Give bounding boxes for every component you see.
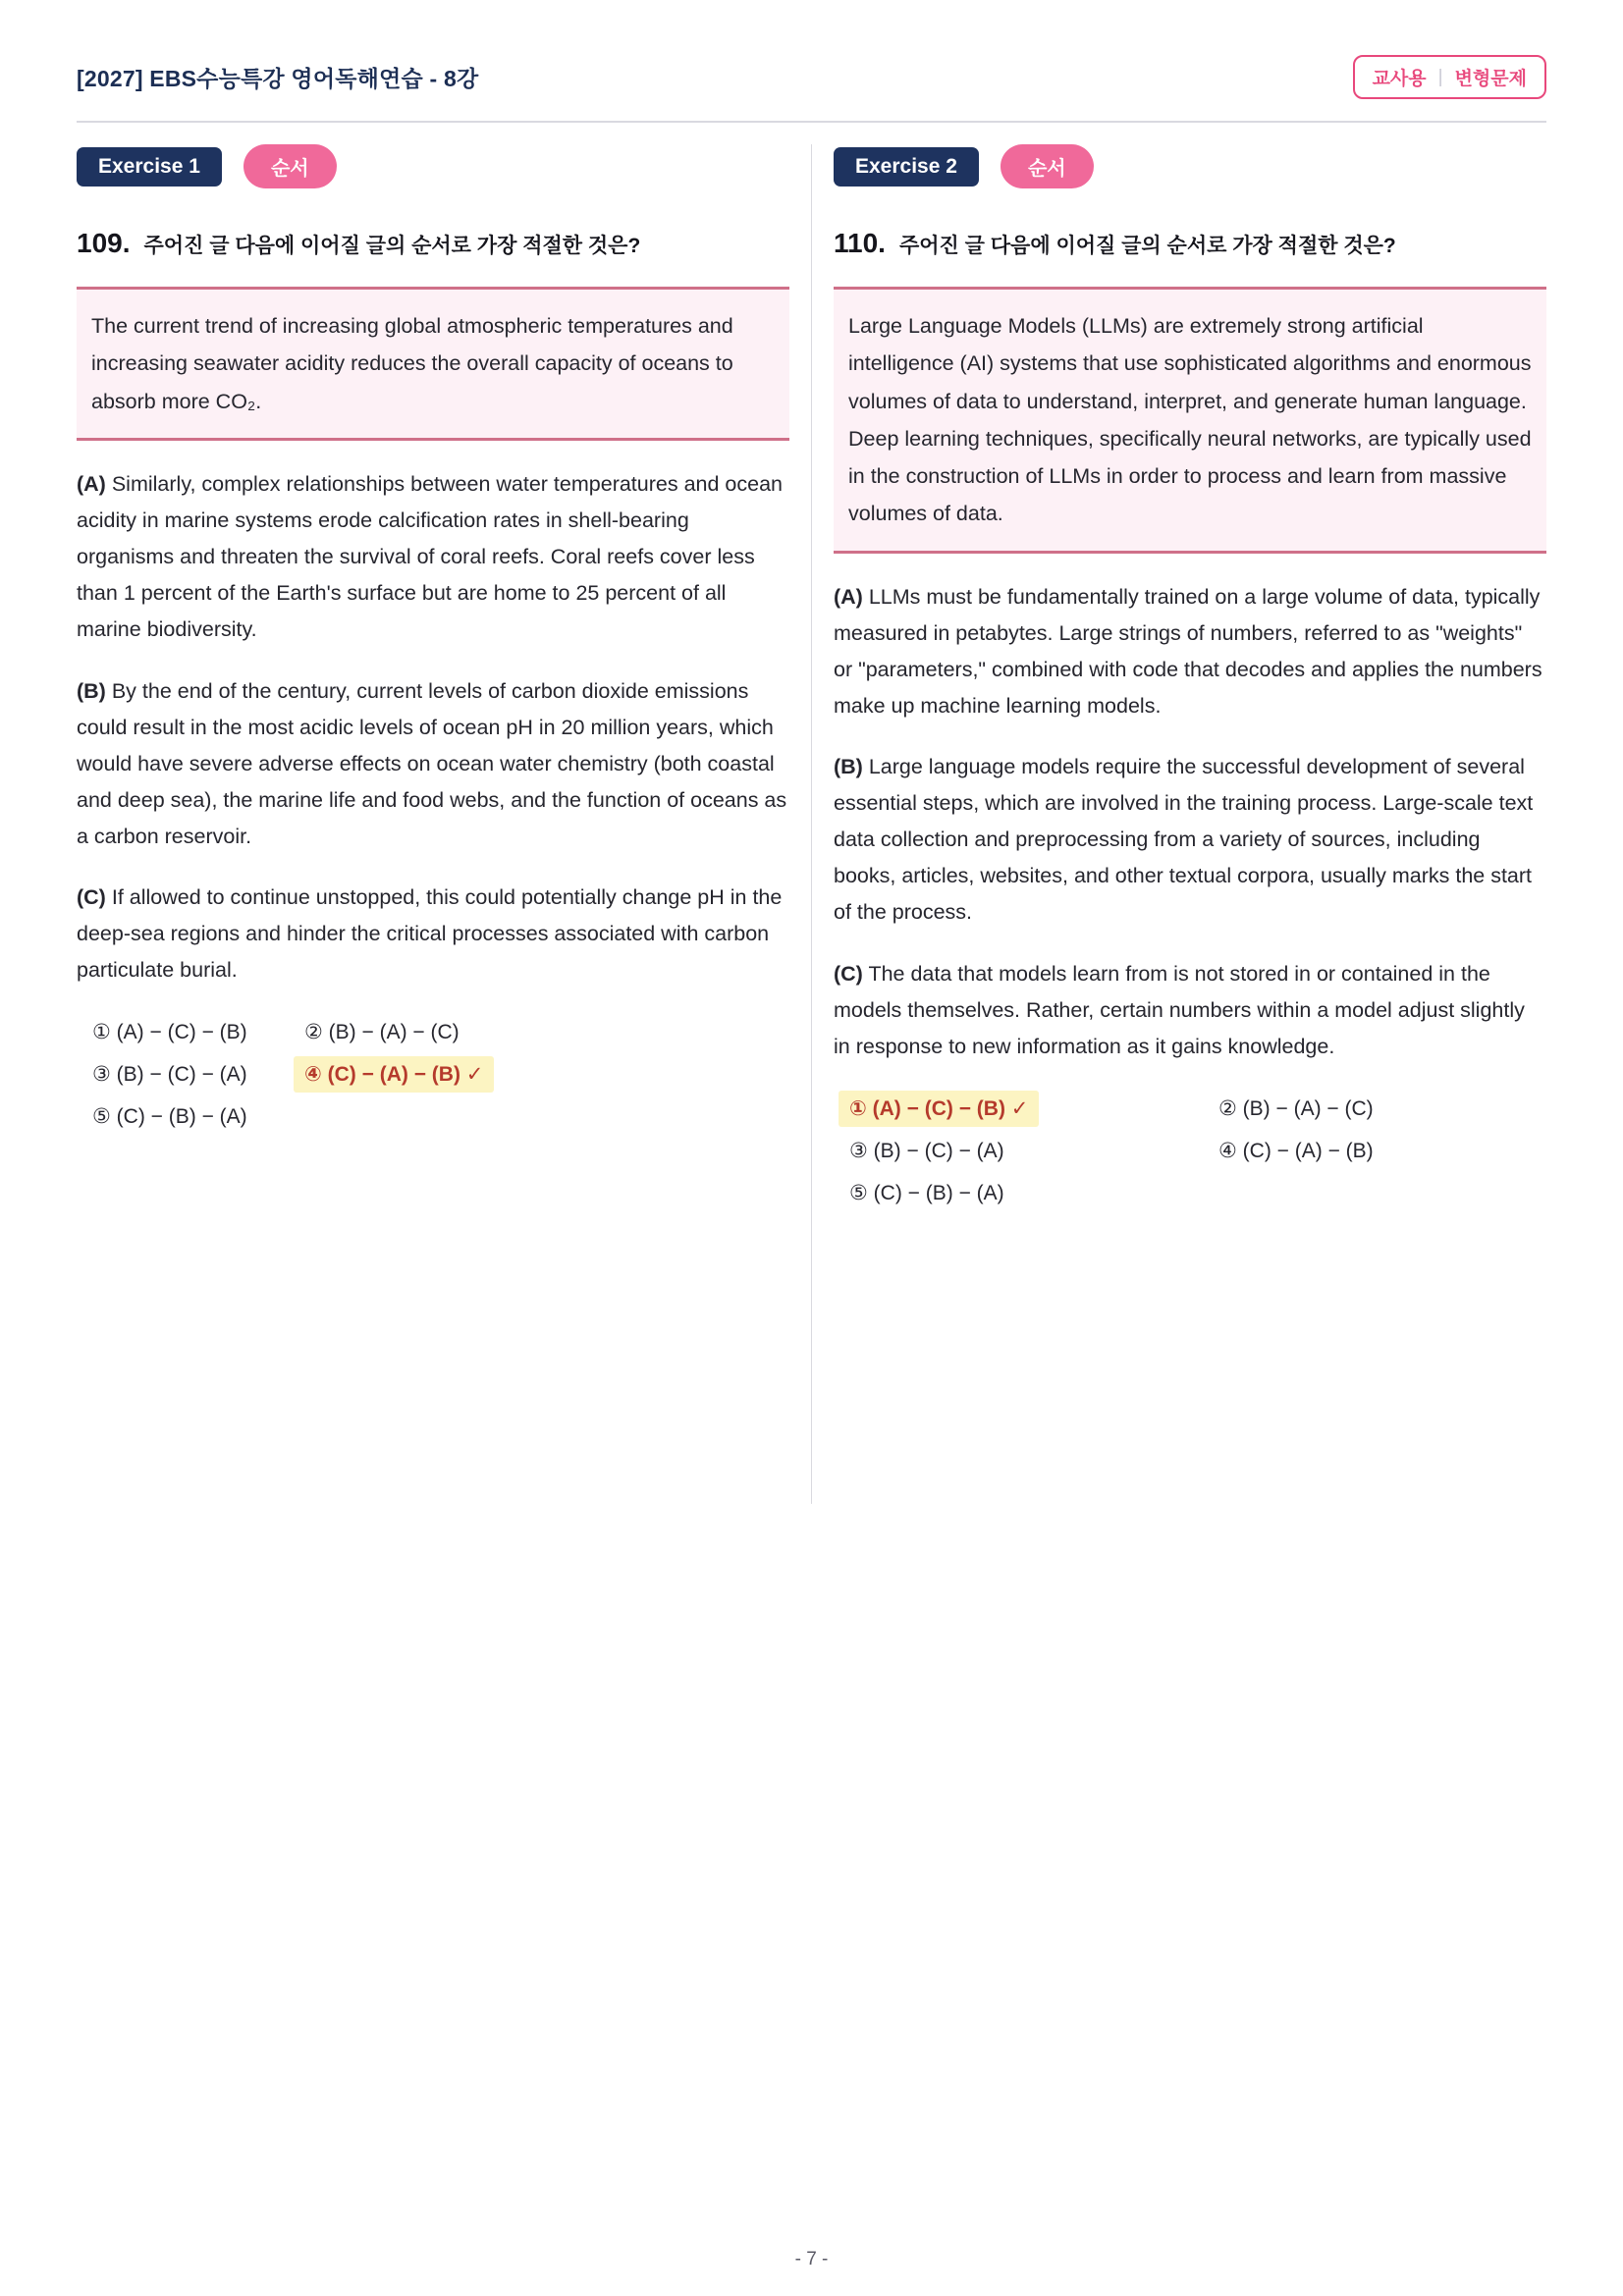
passage-109-text: The current trend of increasing global atmospheric temperatures and increasing seawater acidity reduces the overall capacity of oceans to absorb more CO₂. xyxy=(91,314,733,413)
paragraph-text-B: Large language models require the successful development of several essential steps, which are involved in the training process. Large-scale text data collection and preprocessing from a variety of sources, including books, articles, websites, and other textual corpora, usually marks the start of the process. xyxy=(834,755,1534,925)
page-header xyxy=(77,55,1546,123)
option-text: (B) − (A) − (C) xyxy=(328,1021,460,1044)
paragraph-label-B: (B) xyxy=(77,678,106,703)
paragraph-109-B xyxy=(77,673,789,855)
paragraph-109-C xyxy=(77,880,789,988)
question-109-number: 109. xyxy=(77,228,131,258)
two-column-layout xyxy=(77,144,1546,1504)
question-110-text: 주어진 글 다음에 이어질 글의 순서로 가장 적절한 것은? xyxy=(898,235,1396,257)
paragraph-label-B: (B) xyxy=(834,755,863,779)
exercise-1-type-pill: 순서 xyxy=(243,144,337,188)
exercise-1-header xyxy=(77,144,789,188)
paragraph-label-A: (A) xyxy=(834,584,863,609)
exercise-1-section xyxy=(77,144,789,1504)
option-text: (B) − (C) − (A) xyxy=(116,1063,247,1087)
option-109-2 xyxy=(304,1020,789,1044)
question-109-text: 주어진 글 다음에 이어질 글의 순서로 가장 적절한 것은? xyxy=(143,235,641,257)
header-title: [2027] EBS수능특강 영어독해연습 - 8강 xyxy=(77,66,479,91)
question-110-number: 110. xyxy=(834,228,886,258)
option-number: ⑤ xyxy=(849,1182,868,1205)
passage-110-text: Large Language Models (LLMs) are extremely strong artificial intelligence (AI) systems that use sophisticated algorithms and enormous volumes of data to understand, interpret, and generate human language. Deep learning techniques, specifically neural networks, are typically used in the construction of LLMs in order to process and learn from massive volumes of data. xyxy=(848,314,1532,526)
exercise-2-header xyxy=(834,144,1546,188)
option-text: (C) − (B) − (A) xyxy=(873,1182,1004,1205)
options-110 xyxy=(849,1096,1546,1205)
option-text: (C) − (A) − (B) xyxy=(1242,1140,1374,1163)
exercise-2-type-pill: 순서 xyxy=(1001,144,1094,188)
column-divider xyxy=(811,144,812,1504)
option-110-4 xyxy=(1218,1139,1546,1163)
option-110-1-correct xyxy=(849,1096,1218,1121)
paragraph-110-A xyxy=(834,579,1546,724)
option-109-4-correct xyxy=(304,1062,789,1087)
option-number: ③ xyxy=(92,1063,111,1087)
paragraph-label-C: (C) xyxy=(834,962,863,987)
option-number: ① xyxy=(92,1021,111,1044)
paragraph-label-A: (A) xyxy=(77,471,106,496)
page-number: - 7 - xyxy=(794,2249,829,2269)
options-109 xyxy=(92,1020,789,1129)
paragraph-text-C: The data that models learn from is not stored in or contained in the models themselves. Rather, certain numbers within a model adjust slightly in response to new information as it gains knowledge. xyxy=(834,962,1525,1059)
page-footer xyxy=(77,2210,1546,2270)
option-110-2 xyxy=(1218,1096,1546,1121)
option-number: ④ xyxy=(304,1063,322,1087)
paragraph-text-A: LLMs must be fundamentally trained on a large volume of data, typically measured in petabytes. Large strings of numbers, referred to as "weights" or "parameters," combined with code that decodes and applies the numbers make up machine learning models. xyxy=(834,584,1542,718)
option-110-5 xyxy=(849,1181,1218,1205)
teacher-badge xyxy=(1353,55,1546,99)
question-109 xyxy=(77,228,789,259)
option-text: (A) − (C) − (B) xyxy=(116,1021,247,1044)
paragraph-110-B xyxy=(834,749,1546,931)
option-text: (C) − (A) − (B) xyxy=(327,1063,460,1087)
teacher-badge-left: 교사용 xyxy=(1372,69,1427,89)
exercise-1-badge: Exercise 1 xyxy=(77,147,222,187)
option-number: ④ xyxy=(1218,1140,1237,1163)
paragraph-text-C: If allowed to continue unstopped, this could potentially change pH in the deep-sea regions and hinder the critical processes associated with carbon particulate burial. xyxy=(77,885,783,983)
paragraph-text-A: Similarly, complex relationships between water temperatures and ocean acidity in marine systems erode calcification rates in shell-bearing organisms and threaten the survival of coral reefs. Coral reefs cover less than 1 percent of the Earth's surface but are home to 25 percent of all marine biodiversity. xyxy=(77,471,784,641)
paragraph-109-A xyxy=(77,466,789,648)
passage-box-110 xyxy=(834,287,1546,554)
paragraph-text-B: By the end of the century, current levels of carbon dioxide emissions could result in the most acidic levels of ocean pH in 20 million years, which would have severe adverse effects on ocean water chemistry (both coastal and deep sea), the marine life and food webs, and the function of oceans as a carbon reservoir. xyxy=(77,678,787,848)
passage-box-109 xyxy=(77,287,789,441)
paragraph-110-C xyxy=(834,956,1546,1065)
option-number: ⑤ xyxy=(92,1105,111,1129)
column-divider-cell xyxy=(789,144,834,1504)
option-number: ③ xyxy=(849,1140,868,1163)
option-text: (C) − (B) − (A) xyxy=(116,1105,247,1129)
paragraph-label-C: (C) xyxy=(77,885,106,910)
option-109-3 xyxy=(92,1062,304,1087)
teacher-badge-right: 변형문제 xyxy=(1454,69,1527,89)
exercise-2-section xyxy=(834,144,1546,1504)
option-109-1 xyxy=(92,1020,304,1044)
option-number: ① xyxy=(849,1097,867,1121)
option-number: ② xyxy=(1218,1097,1237,1121)
option-checkmark: ✓ xyxy=(1004,1097,1029,1121)
option-109-5 xyxy=(92,1104,304,1129)
question-110 xyxy=(834,228,1546,259)
teacher-badge-separator: | xyxy=(1437,66,1443,87)
option-text: (A) − (C) − (B) xyxy=(872,1097,1005,1121)
exercise-2-badge: Exercise 2 xyxy=(834,147,979,187)
option-number: ② xyxy=(304,1021,323,1044)
option-text: (B) − (C) − (A) xyxy=(873,1140,1004,1163)
option-text: (B) − (A) − (C) xyxy=(1242,1097,1374,1121)
option-checkmark: ✓ xyxy=(460,1063,484,1087)
option-110-3 xyxy=(849,1139,1218,1163)
